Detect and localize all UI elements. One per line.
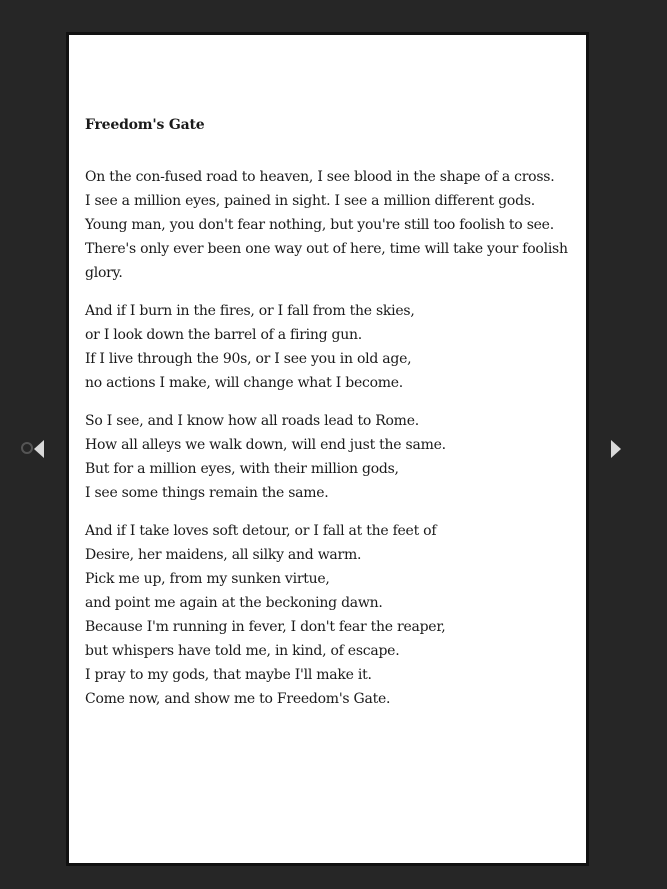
poem-line: On the con-fused road to heaven, I see blood in the shape of a cross. xyxy=(85,169,555,185)
poem-line: and point me again at the beckoning dawn. xyxy=(85,595,383,611)
poem-line: There's only ever been one way out of here, time will take your foolish glory. xyxy=(85,241,568,281)
stanza-2 xyxy=(85,299,580,395)
poem-content xyxy=(85,113,580,725)
poem-line: I see some things remain the same. xyxy=(85,485,329,501)
poem-line: Because I'm running in fever, I don't fear the reaper, xyxy=(85,619,446,635)
poem-line: I pray to my gods, that maybe I'll make it. xyxy=(85,667,372,683)
poem-line: but whispers have told me, in kind, of escape. xyxy=(85,643,400,659)
stanza-4 xyxy=(85,519,580,711)
poem-line: Come now, and show me to Freedom's Gate. xyxy=(85,691,391,707)
poem-line: So I see, and I know how all roads lead to Rome. xyxy=(85,413,419,429)
stanza-1 xyxy=(85,165,580,285)
poem-line: no actions I make, will change what I become. xyxy=(85,375,404,391)
poem-line: Pick me up, from my sunken virtue, xyxy=(85,571,330,587)
poem-line: How all alleys we walk down, will end just the same. xyxy=(85,437,446,453)
poem-line: I see a million eyes, pained in sight. I see a million different gods. xyxy=(85,193,535,209)
triangle-right-icon xyxy=(611,440,621,458)
reader-page xyxy=(69,35,586,863)
next-page-button[interactable] xyxy=(602,434,632,464)
loading-spinner-icon xyxy=(21,442,33,454)
poem-line: If I live through the 90s, or I see you in old age, xyxy=(85,351,412,367)
poem-line: Young man, you don't fear nothing, but you're still too foolish to see. xyxy=(85,217,554,233)
triangle-left-icon xyxy=(34,440,44,458)
stanza-3 xyxy=(85,409,580,505)
poem-line: And if I take loves soft detour, or I fall at the feet of xyxy=(85,523,437,539)
poem-title: Freedom's Gate xyxy=(85,117,205,133)
poem-line: or I look down the barrel of a firing gun. xyxy=(85,327,363,343)
poem-line: But for a million eyes, with their million gods, xyxy=(85,461,399,477)
previous-page-button[interactable] xyxy=(16,434,50,464)
poem-line: And if I burn in the fires, or I fall from the skies, xyxy=(85,303,415,319)
poem-line: Desire, her maidens, all silky and warm. xyxy=(85,547,362,563)
